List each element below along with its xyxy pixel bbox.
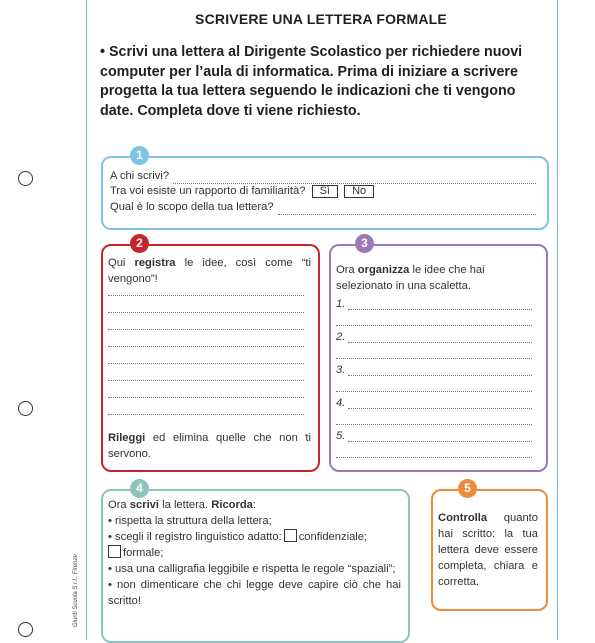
answer-purpose-line[interactable] [278, 205, 536, 215]
outline-item-number: 2. [336, 331, 346, 343]
idea-line[interactable] [108, 354, 304, 364]
ideas-lines [108, 286, 304, 415]
step-5-bold: Controlla [438, 512, 488, 524]
idea-line[interactable] [108, 303, 304, 313]
outline-extra-line[interactable] [336, 415, 532, 425]
step-3-intro-pre: Ora [336, 264, 358, 276]
step-3-intro-post: le idee che hai selezionato in una scaletta. [336, 264, 485, 292]
step-2-intro-post: le idee, così come “ti vengono”! [108, 257, 311, 285]
outline-item-number: 4. [336, 397, 346, 409]
question-purpose [110, 199, 536, 215]
idea-line[interactable] [108, 388, 304, 398]
idea-line[interactable] [108, 405, 304, 415]
outline-list [336, 294, 532, 458]
question-purpose-label: Qual è lo scopo della tua lettera? [110, 201, 274, 213]
step-1-badge: 1 [130, 146, 149, 165]
step-4-badge: 4 [130, 479, 149, 498]
step-5-body: quanto hai scritto: la tua lettera deve essere completa, chiara e corretta. [438, 512, 538, 588]
idea-line[interactable] [108, 337, 304, 347]
outline-item [336, 360, 532, 376]
outline-extra-line[interactable] [336, 382, 532, 392]
publisher-credit-text: Giunti Scuola S.r.l., Firenze [73, 554, 79, 627]
yes-checkbox[interactable]: Sì [312, 185, 338, 198]
step-4-intro-mid: la lettera. [159, 499, 212, 511]
step-3-intro [336, 262, 538, 294]
page-title: SCRIVERE UNA LETTERA FORMALE [195, 11, 447, 27]
tip-register-text: • scegli il registro linguistico adatto: [108, 531, 282, 543]
outline-extra-line[interactable] [336, 349, 532, 359]
outline-item-line[interactable] [348, 399, 532, 409]
outline-item [336, 426, 532, 442]
step-5-text [438, 510, 538, 590]
binder-hole-middle [18, 401, 33, 416]
outline-item-number: 1. [336, 298, 346, 310]
outline-item-number: 5. [336, 430, 346, 442]
idea-line[interactable] [108, 320, 304, 330]
outline-extra-line[interactable] [336, 448, 532, 458]
step-5-badge: 5 [458, 479, 477, 498]
outline-item [336, 294, 532, 310]
step-4-intro-bold: scrivi [129, 499, 160, 511]
idea-line[interactable] [108, 286, 304, 296]
informal-checkbox[interactable] [284, 529, 297, 542]
publisher-credit [70, 530, 82, 630]
step-4-intro-bold2: Ricorda [211, 499, 253, 511]
question-familiarity [110, 183, 536, 199]
tip-handwriting: • usa una calligrafia leggibile e rispetta le regole “spaziali”; [108, 563, 396, 575]
step-4-intro-pre: Ora [108, 499, 130, 511]
tip-structure: • rispetta la struttura della lettera; [108, 515, 272, 527]
step-2-intro-bold: registra [134, 257, 176, 269]
step-4-content [108, 497, 401, 609]
formal-checkbox[interactable] [108, 545, 121, 558]
no-checkbox[interactable]: No [344, 185, 374, 198]
outline-item-line[interactable] [348, 432, 532, 442]
step-3-intro-bold: organizza [357, 264, 410, 276]
binder-hole-top [18, 171, 33, 186]
instructions: • Scrivi una lettera al Dirigente Scolastico per richiedere nuovi computer per l’aula di informatica. Prima di iniziare a scrivere progetta la tua lettera seguendo le indicazioni che ti vengono date. Completa dove ti viene richiesto. [100, 44, 523, 119]
tip-register [108, 529, 401, 545]
question-familiarity-label: Tra voi esiste un rapporto di familiarità? [110, 185, 306, 197]
outline-item-line[interactable] [348, 333, 532, 343]
step-2-intro-pre: Qui [108, 257, 135, 269]
step-4-intro [108, 497, 401, 513]
informal-option-label: confidenziale; [298, 531, 368, 543]
outline-item-line[interactable] [348, 366, 532, 376]
tip-register-formal [108, 545, 401, 561]
question-recipient [110, 168, 536, 184]
step-2-outro-bold: Rileggi [108, 432, 146, 444]
outline-item-line[interactable] [348, 300, 532, 310]
outline-extra-line[interactable] [336, 316, 532, 326]
step-2-outro-text: ed elimina quelle che non ti servono. [108, 432, 311, 460]
step-3-badge: 3 [355, 234, 374, 253]
tip-reader: • non dimenticare che chi legge deve capire ciò che hai scritto! [108, 579, 401, 607]
outline-item-number: 3. [336, 364, 346, 376]
question-recipient-label: A chi scrivi? [110, 170, 170, 182]
outline-item [336, 327, 532, 343]
idea-line[interactable] [108, 371, 304, 381]
step-2-intro [108, 255, 311, 287]
step-2-badge: 2 [130, 234, 149, 253]
step-2-outro [108, 430, 311, 462]
outline-item [336, 393, 532, 409]
step-4-intro-end: : [252, 499, 257, 511]
formal-option-label: formale; [123, 547, 164, 559]
